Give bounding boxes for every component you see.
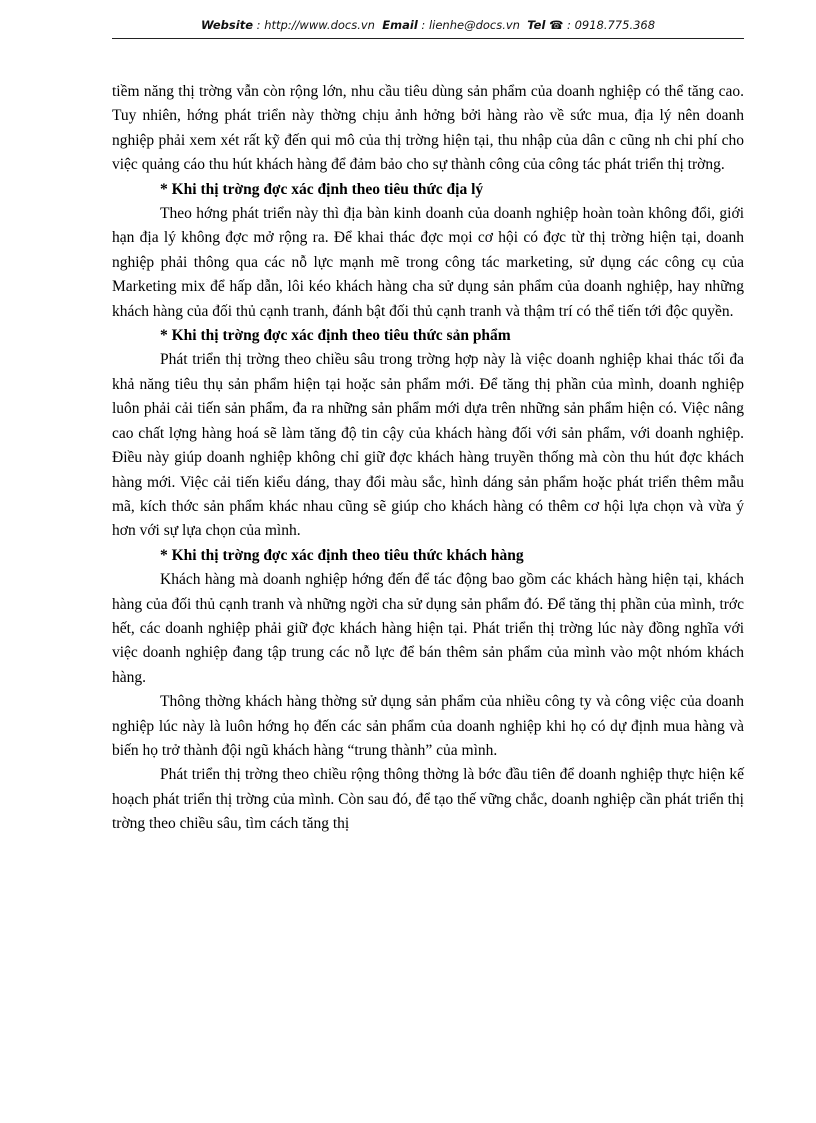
email-label: Email bbox=[382, 18, 418, 32]
body-paragraph: tiềm năng thị trờng vẫn còn rộng lớn, nhu cầu tiêu dùng sản phẩm của doanh nghiệp có thể tăng cao. Tuy nhiên, hớng phát triển này thờng chịu ảnh hởng bởi hàng rào về sức mua, địa lý nên doanh nghiệp phải xem xét rất kỹ đến qui mô của thị trờng hiện tại, thu nhập của dân c cũng nh chi phí cho việc quảng cáo thu hút khách hàng để đảm bảo cho sự thành công của công tác phát triển thị trờng. bbox=[112, 83, 744, 174]
document-body bbox=[112, 80, 744, 837]
website-label: Website bbox=[200, 18, 254, 32]
tel-value: ☎ : 0918.775.368 bbox=[549, 18, 656, 32]
body-paragraph: Khách hàng mà doanh nghiệp hớng đến để tác động bao gồm các khách hàng hiện tại, khách hàng của đối thủ cạnh tranh và những ngời cha sử dụng sản phẩm đó. Để tăng thị phần của mình, trớc hết, các doanh nghiệp phải giữ đợc khách hàng hiện tại. Phát triển thị trờng lúc này đồng nghĩa với việc doanh nghiệp đang tập trung các nỗ lực để bán thêm sản phẩm của mình vào một nhóm khách hàng. bbox=[112, 571, 744, 686]
page-header bbox=[112, 18, 744, 40]
email-value: : lienhe@docs.vn bbox=[421, 18, 520, 32]
body-paragraph: Phát triển thị trờng theo chiều rộng thông thờng là bớc đầu tiên để doanh nghiệp thực hiện kế hoạch phát triển thị trờng của mình. Còn sau đó, để tạo thế vững chắc, doanh nghiệp cần phát triển thị trờng theo chiều sâu, tìm cách tăng thị bbox=[112, 766, 744, 833]
section-heading: * Khi thị trờng đợc xác định theo tiêu thức địa lý bbox=[160, 180, 484, 198]
website-value: : http://www.docs.vn bbox=[256, 18, 375, 32]
body-paragraph: Thông thờng khách hàng thờng sử dụng sản phẩm của nhiều công ty và công việc của doanh nghiệp lúc này là luôn hớng họ đến các sản phẩm của doanh nghiệp khi họ có dự định mua hàng và biến họ trở thành đội ngũ khách hàng “trung thành” của mình. bbox=[112, 693, 744, 759]
tel-label: Tel bbox=[527, 18, 546, 32]
header-divider bbox=[112, 38, 744, 39]
body-paragraph: Theo hớng phát triển này thì địa bàn kinh doanh của doanh nghiệp hoàn toàn không đổi, giới hạn địa lý không đợc mở rộng ra. Để khai thác đợc mọi cơ hội có đợc từ thị trờng hiện tại, doanh nghiệp phải thông qua các nỗ lực mạnh mẽ trong công tác marketing, sử dụng các công cụ của Marketing mix để hấp dẫn, lôi kéo khách hàng cha sử dụng sản phẩm của doanh nghiệp, hay những khách hàng của đối thủ cạnh tranh, đánh bật đối thủ cạnh tranh và thậm trí có thể tiến tới độc quyền. bbox=[112, 205, 744, 320]
body-paragraph: Phát triển thị trờng theo chiều sâu trong trờng hợp này là việc doanh nghiệp khai thác tối đa khả năng tiêu thụ sản phẩm hiện tại hoặc sản phẩm mới. Để tăng thị phần của mình, doanh nghiệp luôn phải cải tiến sản phẩm, đa ra những sản phẩm mới dựa trên những sản phẩm hiện có. Việc nâng cao chất lợng hàng hoá sẽ làm tăng độ tin cậy của khách hàng đối với sản phẩm, với doanh nghiệp. Điều này giúp doanh nghiệp không chỉ giữ đợc khách hàng truyền thống mà còn thu hút đợc khách hàng mới. Việc cải tiến kiểu dáng, thay đổi màu sắc, hình dáng sản phẩm hoặc phát triển thêm mẫu mã, kích thớc sản phẩm khác nhau cũng sẽ giúp cho khách hàng có thêm cơ hội lựa chọn và vừa ý hơn với sự lựa chọn của mình. bbox=[112, 351, 744, 540]
section-heading: * Khi thị trờng đợc xác định theo tiêu thức sản phẩm bbox=[160, 327, 511, 345]
section-heading: * Khi thị trờng đợc xác định theo tiêu thức khách hàng bbox=[160, 546, 524, 564]
